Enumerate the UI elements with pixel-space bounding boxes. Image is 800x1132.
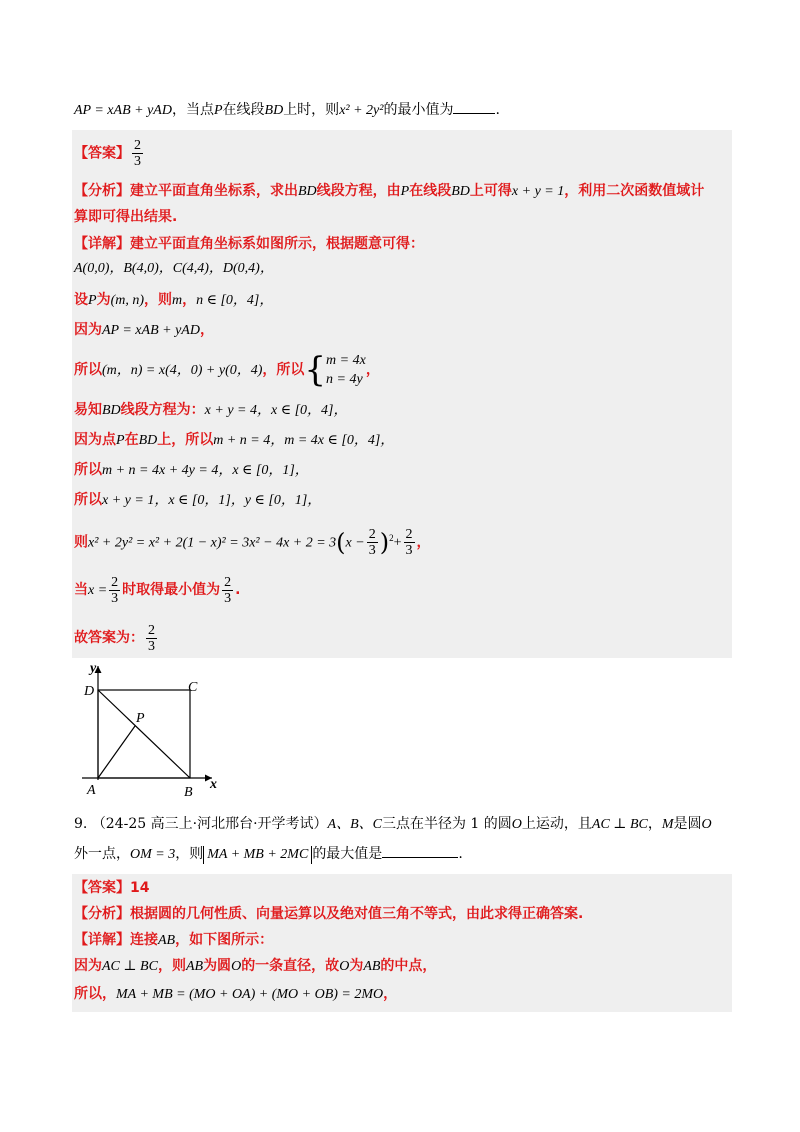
answer-blank bbox=[453, 101, 495, 114]
label-d: D bbox=[84, 684, 95, 699]
q8-on-bd: 因为点P在BD上，所以m + n = 4，m = 4x ∈ [0，4]， bbox=[74, 432, 395, 448]
q9-analysis: 【分析】根据圆的几何性质、向量运算以及绝对值三角不等式，由此求得正确答案. bbox=[74, 906, 584, 922]
q8-detail-heading: 【详解】建立平面直角坐标系如图所示，根据题意可得： bbox=[74, 236, 424, 252]
q8-so2: 所以m + n = 4x + 4y = 4，x ∈ [0，1]， bbox=[74, 462, 309, 478]
segment-ap bbox=[98, 726, 135, 778]
label-y: y bbox=[90, 661, 97, 676]
coordinate-figure bbox=[72, 660, 220, 800]
q8-when: 当x = $\frac{2}{3}$ 时取得最小值为 $\frac{2}{3}$ . bbox=[74, 574, 241, 606]
q8-so3: 所以x + y = 1，x ∈ [0，1]，y ∈ [0，1]， bbox=[74, 492, 322, 508]
label-c: C bbox=[188, 680, 198, 695]
q9-so: 所以，MA + MB = (MO + OA) + (MO + OB) = 2MO， bbox=[74, 986, 398, 1002]
q8-bd-equation: 易知BD线段方程为：x + y = 4，x ∈ [0，4]， bbox=[74, 402, 348, 418]
q8-so-system: 所以(m，n) = x(4，0) + y(0，4)，所以{ m = 4x n = 4y ， bbox=[74, 350, 380, 390]
segment-db bbox=[98, 690, 190, 778]
q8-stem: AP = xAB + yAD，当点P在线段BD上时，则x² + 2y²的最小值为 . bbox=[74, 102, 500, 118]
answer-blank-q9 bbox=[382, 845, 458, 858]
q8-points: A(0,0)，B(4,0)，C(4,4)，D(0,4)， bbox=[74, 261, 274, 276]
q9-answer: 【答案】14 bbox=[74, 880, 150, 896]
q9-detail: 【详解】连接AB，如下图所示： bbox=[74, 932, 274, 948]
answer-fraction: $\frac{2}{3}$ bbox=[134, 138, 141, 169]
q8-stem-vector-eq: AP = xAB + yAD bbox=[74, 103, 172, 118]
q8-because: 因为AP = xAB + yAD， bbox=[74, 322, 214, 338]
label-x: x bbox=[210, 777, 217, 792]
q9-because: 因为AC ⊥ BC，则AB为圆O的一条直径，故O为AB的中点， bbox=[74, 958, 437, 974]
label-p: P bbox=[136, 711, 145, 726]
q8-let-p: 设P为(m, n)，则m，n ∈ [0，4]， bbox=[74, 292, 274, 308]
label-a: A bbox=[87, 783, 96, 798]
q8-analysis-line2: 算即可得出结果. bbox=[74, 209, 178, 225]
q8-answer: 【答案】 $\frac{2}{3}$ bbox=[74, 138, 141, 169]
q9-stem: 9. （24-25 高三上·河北邢台·开学考试）A、B、C三点在半径为 1 的圆O上运动，且AC ⊥ BC，M是圆O bbox=[74, 816, 712, 832]
label-b: B bbox=[184, 785, 193, 800]
figure-svg bbox=[72, 660, 220, 800]
q8-final-answer: 故答案为： $\frac{2}{3}$ bbox=[74, 622, 155, 654]
q9-stem-line2: 外一点，OM = 3，则 MA + MB + 2MC 的最大值是 . bbox=[74, 846, 463, 862]
q8-analysis: 【分析】建立平面直角坐标系，求出BD线段方程，由P在线段BD上可得x + y = 1，利用二次函数值域计 bbox=[74, 183, 705, 199]
q8-then: 则x² + 2y² = x² + 2(1 − x)² = 3x² − 4x + 2 = 3(x − $\frac{2}{3}$ )$^2$+ $\frac{2}{3}$ ， bbox=[74, 527, 431, 559]
